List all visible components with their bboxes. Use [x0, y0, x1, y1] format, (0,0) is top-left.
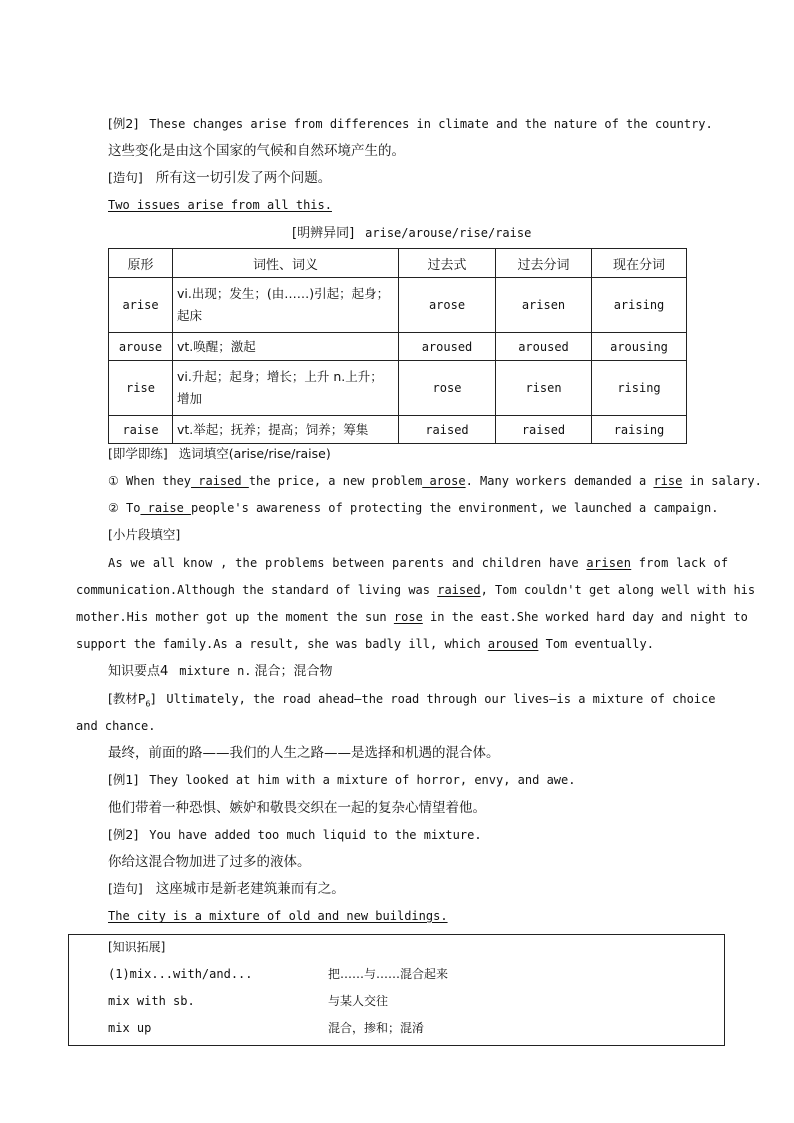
question-text: To [126, 501, 141, 515]
question-text: in salary. [682, 474, 762, 488]
zaoju-1-line [108, 170, 331, 186]
fragment-answer: aroused [487, 637, 539, 651]
compare-title-en: arise/arouse/rise/raise [365, 226, 532, 240]
cell-base: raise [109, 416, 173, 444]
fragment-text: from lack of [631, 556, 729, 570]
question-text: people's awareness of protecting the environment, we launched a campaign. [191, 501, 719, 515]
fragment-text: As we all know , the problems between parents and children have [108, 556, 587, 570]
zaoju-2-line [108, 881, 345, 897]
cell-past: aroused [399, 333, 496, 361]
cell-ing: arousing [592, 333, 687, 361]
table-row [109, 278, 687, 333]
cell-base: rise [109, 361, 173, 416]
answer-blank: raise [140, 501, 192, 515]
cell-past: arose [399, 278, 496, 333]
textbook-tag-text: [教材P [108, 691, 146, 706]
point-word: mixture n. [179, 664, 252, 678]
fragment-line-3 [76, 609, 748, 625]
table-row [109, 333, 687, 361]
practice-q1 [108, 473, 762, 489]
cell-pp: arisen [496, 278, 592, 333]
cell-ing: raising [592, 416, 687, 444]
fragment-line-1 [108, 555, 728, 571]
extension-item-en: mix with sb. [108, 994, 195, 1008]
fragment-text: communication.Although the standard of living was [76, 583, 438, 597]
answer-blank: raised [191, 474, 249, 488]
cell-ing: rising [592, 361, 687, 416]
textbook-line-2: and chance. [76, 719, 156, 733]
answer-blank: arose [422, 474, 466, 488]
zaoju-tag: [造句] [108, 170, 143, 185]
example-tag: [例2] [108, 116, 139, 131]
cell-meaning: vt.唤醒；激起 [173, 333, 399, 361]
fragment-line-4 [76, 636, 654, 652]
example-sentence-en: They looked at him with a mixture of horror, envy, and awe. [149, 773, 576, 787]
mixture-example-1-zh: 他们带着一种恐惧、嫉妒和敬畏交织在一起的复杂心情望着他。 [108, 800, 486, 816]
practice-q2 [108, 500, 718, 516]
fragment-text: , Tom couldn't get along well with his [480, 583, 756, 597]
fragment-answer: raised [437, 583, 481, 597]
extension-item-en: mix up [108, 1021, 152, 1035]
textbook-tag-end: ] [150, 691, 156, 706]
header-cell: 原形 [109, 249, 173, 278]
zaoju-zh: 所有这一切引发了两个问题。 [155, 170, 332, 186]
table-row [109, 416, 687, 444]
mixture-example-2 [108, 827, 482, 843]
cell-pp: raised [496, 416, 592, 444]
fragment-text: Tom eventually. [538, 637, 654, 651]
table-row [109, 361, 687, 416]
mixture-example-1 [108, 772, 575, 788]
textbook-sentence: Ultimately, the road ahead—the road through our lives—is a mixture of choice [166, 692, 716, 706]
extension-title: [知识拓展] [108, 940, 166, 954]
cell-meaning: vi.出现；发生；(由……)引起；起身；起床 [173, 278, 399, 333]
question-number: ② [108, 501, 119, 515]
compare-title [292, 225, 531, 242]
answer-blank: rise [653, 474, 683, 488]
zaoju-1-answer: Two issues arise from all this. [108, 198, 332, 212]
zaoju-2-answer: The city is a mixture of old and new buildings. [108, 909, 448, 923]
example-tag: [例2] [108, 827, 139, 842]
practice-title [108, 446, 331, 462]
question-text: When they [126, 474, 192, 488]
knowledge-extension-box [68, 934, 725, 1046]
extension-item-zh: 与某人交往 [328, 994, 389, 1008]
textbook-zh: 最终，前面的路——我们的人生之路——是选择和机遇的混合体。 [108, 745, 500, 761]
cell-base: arouse [109, 333, 173, 361]
zaoju-tag: [造句] [108, 881, 143, 896]
practice-instruction: 选词填空(arise/rise/raise) [178, 446, 331, 461]
compare-title-zh: [明辨异同] [292, 226, 355, 241]
header-cell: 词性、词义 [173, 249, 399, 278]
fragment-text: support the family.As a result, she was badly ill, which [76, 637, 488, 651]
header-cell: 现在分词 [592, 249, 687, 278]
zaoju-zh: 这座城市是新老建筑兼而有之。 [155, 881, 345, 897]
header-cell: 过去分词 [496, 249, 592, 278]
mixture-example-2-zh: 你给这混合物加进了过多的液体。 [108, 854, 311, 870]
table-header-row [109, 249, 687, 278]
question-text: the price, a new problem [248, 474, 423, 488]
question-number: ① [108, 474, 119, 488]
cell-ing: arising [592, 278, 687, 333]
point-4-heading [108, 663, 333, 680]
fragment-text: in the east.She worked hard day and night to [422, 610, 748, 624]
header-cell: 过去式 [399, 249, 496, 278]
fragment-line-2 [76, 582, 755, 598]
textbook-page: 6 [145, 699, 151, 709]
fragment-answer: arisen [586, 556, 632, 570]
cell-base: arise [109, 278, 173, 333]
practice-tag: [即学即练] [108, 446, 168, 461]
extension-item-zh: 混合，掺和；混淆 [328, 1021, 425, 1035]
fragment-title: [小片段填空] [108, 527, 181, 542]
example-tag: [例1] [108, 772, 139, 787]
compare-table [108, 248, 687, 444]
example-sentence-en: These changes arise from differences in climate and the nature of the country. [149, 117, 713, 131]
example-2-zh: 这些变化是由这个国家的气候和自然环境产生的。 [108, 143, 405, 159]
cell-past: raised [399, 416, 496, 444]
question-text: . Many workers demanded a [465, 474, 647, 488]
fragment-text: mother.His mother got up the moment the sun [76, 610, 394, 624]
fragment-answer: rose [393, 610, 423, 624]
extension-item-zh: 把……与……混合起来 [328, 967, 449, 981]
textbook-tag [108, 691, 156, 709]
extension-item-en: (1)mix...with/and... [108, 967, 253, 981]
cell-meaning: vt.举起；抚养；提高；饲养；筹集 [173, 416, 399, 444]
point-label: 知识要点4 [108, 664, 169, 679]
example-sentence-en: You have added too much liquid to the mixture. [149, 828, 482, 842]
cell-past: rose [399, 361, 496, 416]
cell-pp: risen [496, 361, 592, 416]
cell-meaning: vi.升起；起身；增长；上升 n.上升；增加 [173, 361, 399, 416]
example-2-en-line [108, 116, 713, 132]
textbook-line-1 [108, 691, 715, 713]
cell-pp: aroused [496, 333, 592, 361]
point-meaning: 混合；混合物 [254, 664, 333, 679]
